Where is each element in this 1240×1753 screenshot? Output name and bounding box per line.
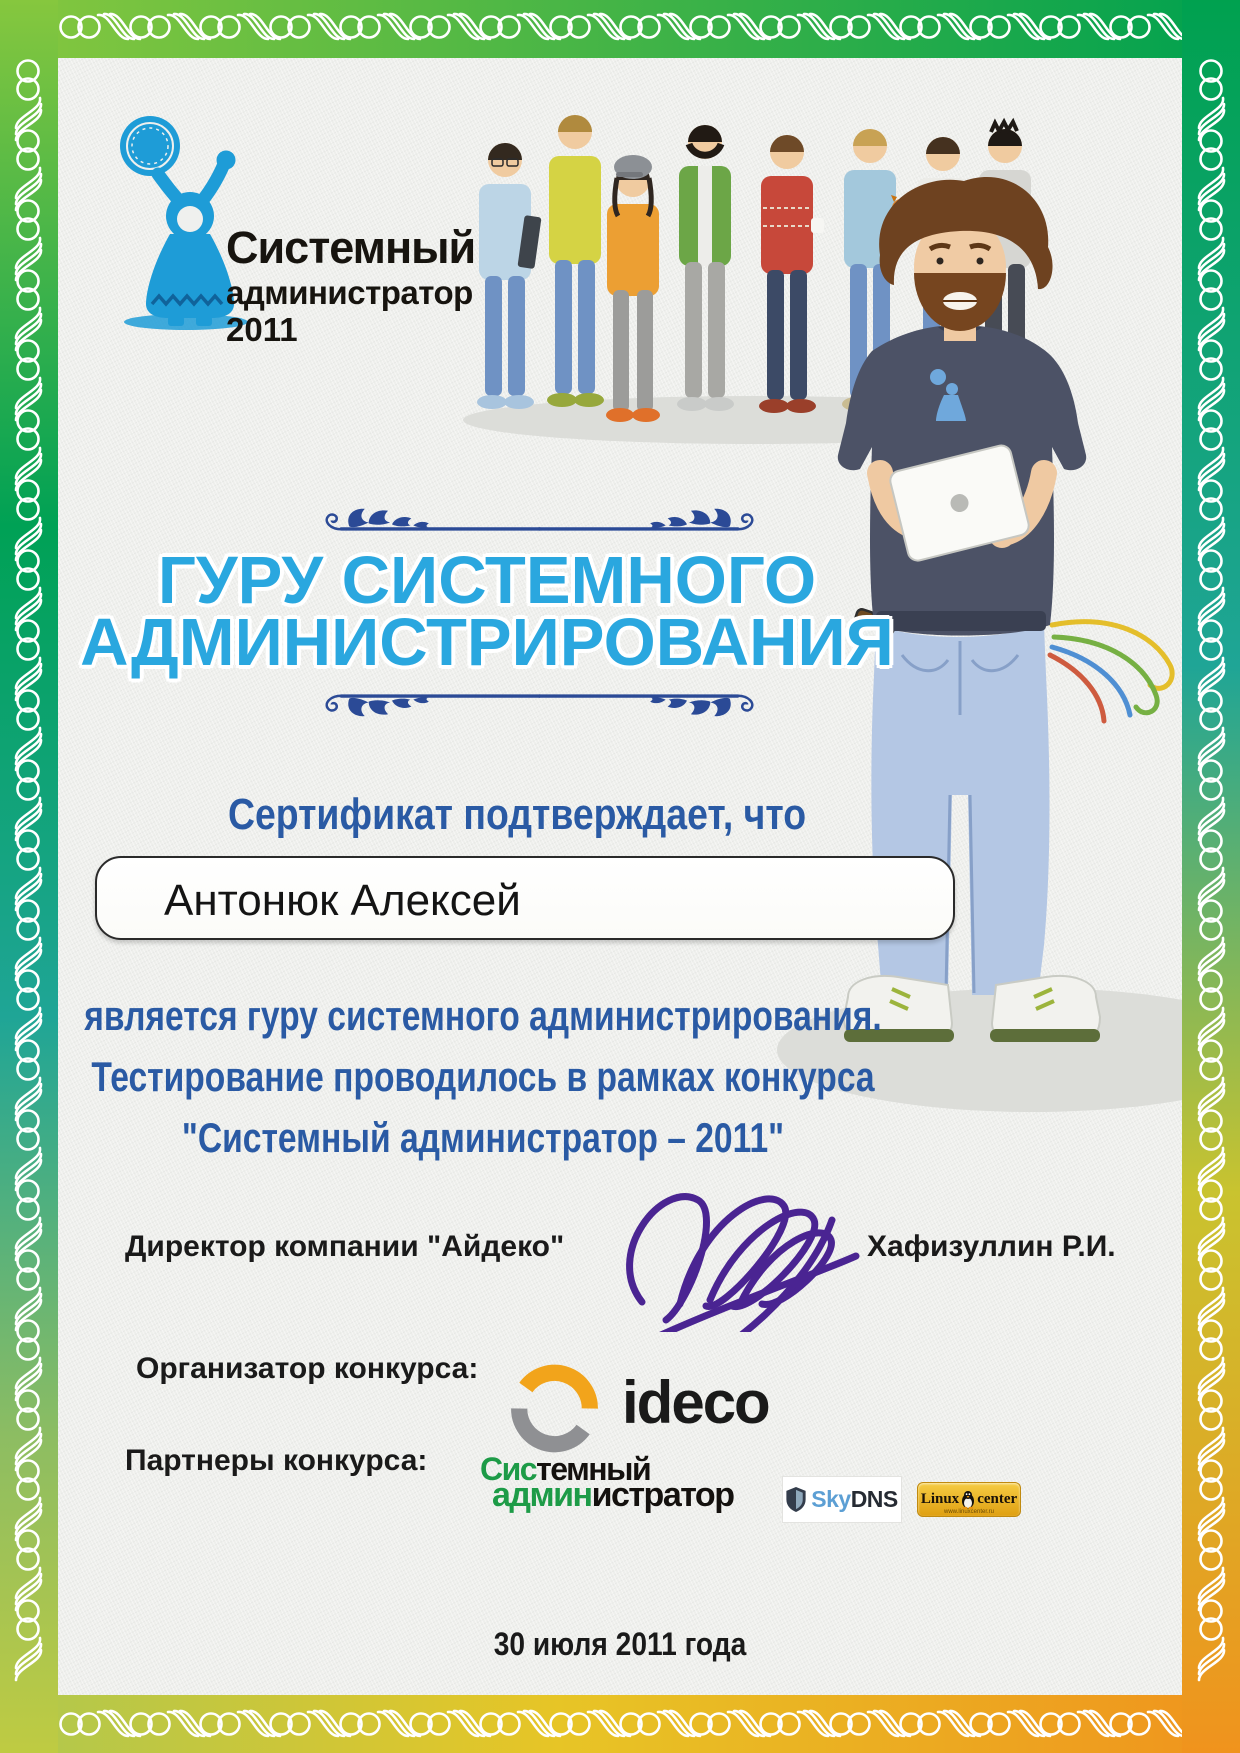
body-line-1: является гуру системного администрирования. [84, 992, 882, 1039]
flourish-divider-bottom-icon [313, 688, 766, 721]
magazine-part-black1: темный [536, 1451, 651, 1487]
partners-label: Партнеры конкурса: [125, 1444, 428, 1477]
recipient-name: Антонюк Алексей [164, 876, 521, 925]
skydns-shield-icon [786, 1487, 806, 1512]
director-label: Директор компании "Айдеко" [125, 1230, 565, 1263]
border-ornament-top [0, 0, 1240, 58]
body-line-2: Тестирование проводилось в рамках конкурса [91, 1053, 875, 1100]
organizer-label: Организатор конкурса: [136, 1352, 479, 1385]
crowd-person [677, 125, 734, 411]
linuxcenter-url: www.linuxcenter.ru [943, 1509, 995, 1515]
border-ornament-right [1182, 0, 1240, 1753]
linuxcenter-word1: Linux [920, 1491, 960, 1507]
crowd-person [547, 115, 604, 407]
wires-illustration [1050, 622, 1172, 721]
statement-text: Сертификат подтверждает, что [227, 790, 807, 839]
body-text [84, 985, 881, 1168]
crowd-person [606, 155, 660, 422]
title-line-2: АДМИНИСТРИРОВАНИЯ [80, 605, 894, 680]
linuxcenter-logo [917, 1482, 1021, 1517]
flourish-divider-top-icon [313, 504, 766, 537]
magazine-part-green2: админ [492, 1475, 592, 1514]
sysadmin-magazine-logo [480, 1451, 734, 1514]
director-name: Хафизуллин Р.И. [867, 1230, 1116, 1263]
magazine-part-black2: истратор [591, 1475, 734, 1514]
magazine-part-green1: Сис [480, 1451, 537, 1487]
linuxcenter-word2: center [977, 1491, 1018, 1507]
title-line-1: ГУРУ СИСТЕМНОГО [157, 543, 817, 618]
body-line-3: "Системный администратор – 2011" [181, 1114, 785, 1161]
event-logo-year: 2011 [226, 311, 298, 348]
crowd-person [477, 143, 542, 409]
recipient-name-box [95, 856, 955, 940]
ideco-wordmark: ideco [622, 1369, 769, 1436]
signature-scribble [610, 1162, 860, 1332]
event-logo-line1: Системный [226, 222, 476, 273]
ideco-swirl-icon [502, 1356, 607, 1461]
event-logo-line2: администратор [226, 274, 473, 311]
tux-penguin-icon [961, 1491, 975, 1509]
event-logo-text [226, 222, 476, 348]
skydns-logo [782, 1476, 902, 1523]
skydns-dns-text: DNS [850, 1486, 898, 1512]
border-ornament-left [0, 0, 58, 1753]
border-ornament-bottom [0, 1695, 1240, 1753]
skydns-sky-text: Sky [811, 1486, 851, 1512]
date-text: 30 июля 2011 года [493, 1626, 747, 1662]
